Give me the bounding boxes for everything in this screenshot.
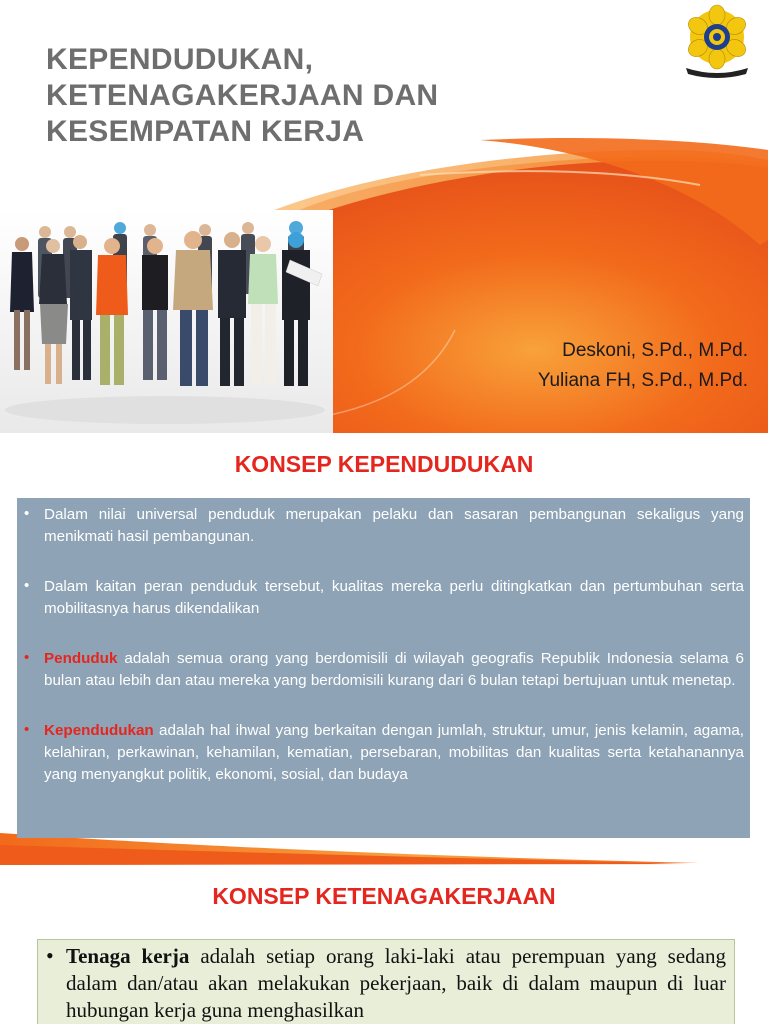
- title-line-1: KEPENDUDUKAN,: [46, 43, 314, 76]
- bullet-item: [44, 504, 744, 548]
- bullet-panel: [17, 498, 750, 838]
- author-1: Deskoni, S.Pd., M.Pd.: [562, 340, 748, 361]
- title-line-2: KETENAGAKERJAAN DAN: [46, 79, 439, 112]
- slide-heading: KONSEP KEPENDUDUKAN: [234, 451, 534, 477]
- author-2: Yuliana FH, S.Pd., M.Pd.: [537, 370, 748, 391]
- university-logo-icon: [680, 4, 754, 78]
- definition-text: [38, 940, 734, 1024]
- bullet-term: Kependudukan: [44, 722, 154, 739]
- concept-labor-slide: [0, 865, 768, 1024]
- bullet-text: adalah semua orang yang berdomisili di wilayah geografis Republik Indonesia selama 6 bulan atau lebih dan atau mereka yang berdomisili kurang dari 6 bulan tetapi bertujuan untuk menetap.: [44, 650, 744, 689]
- authors-block: [538, 336, 748, 396]
- title-line-3: KESEMPATAN KERJA: [46, 115, 365, 148]
- definition-box: [37, 939, 735, 1024]
- slide-title: [46, 42, 606, 150]
- bullet-text: Dalam kaitan peran penduduk tersebut, kualitas mereka perlu ditingkatkan dan pertumbuhan serta mobilitasnya harus dikendalikan: [44, 578, 744, 617]
- bullet-item: [44, 648, 744, 692]
- title-slide: [0, 0, 768, 433]
- bullet-text: adalah hal ihwal yang berkaitan dengan jumlah, struktur, umur, jenis kelamin, agama, kelahiran, perkawinan, kehamilan, kematian, persebaran, mobilitas dan kualitas serta ketahanannya yang menyangkut politik, ekonomi, sosial, dan budaya: [44, 722, 744, 783]
- bullet-item: [44, 720, 744, 786]
- definition-term: Tenaga kerja: [66, 944, 190, 968]
- slide-heading: KONSEP KETENAGAKERJAAN: [212, 883, 556, 909]
- bullet-list: [17, 498, 750, 786]
- definition-body: adalah setiap orang laki-laki atau perempuan yang sedang dalam dan/atau akan melakukan pekerjaan, baik di dalam maupun di luar hubungan kerja guna menghasilkan: [66, 944, 726, 1022]
- workers-group-photo: [0, 210, 333, 433]
- bullet-text: Dalam nilai universal penduduk merupakan pelaku dan sasaran pembangunan sekaligus yang menikmati hasil pembangunan.: [44, 506, 744, 545]
- bullet-term: Penduduk: [44, 650, 118, 667]
- bullet-item: [44, 576, 744, 620]
- concept-population-slide: [0, 433, 768, 865]
